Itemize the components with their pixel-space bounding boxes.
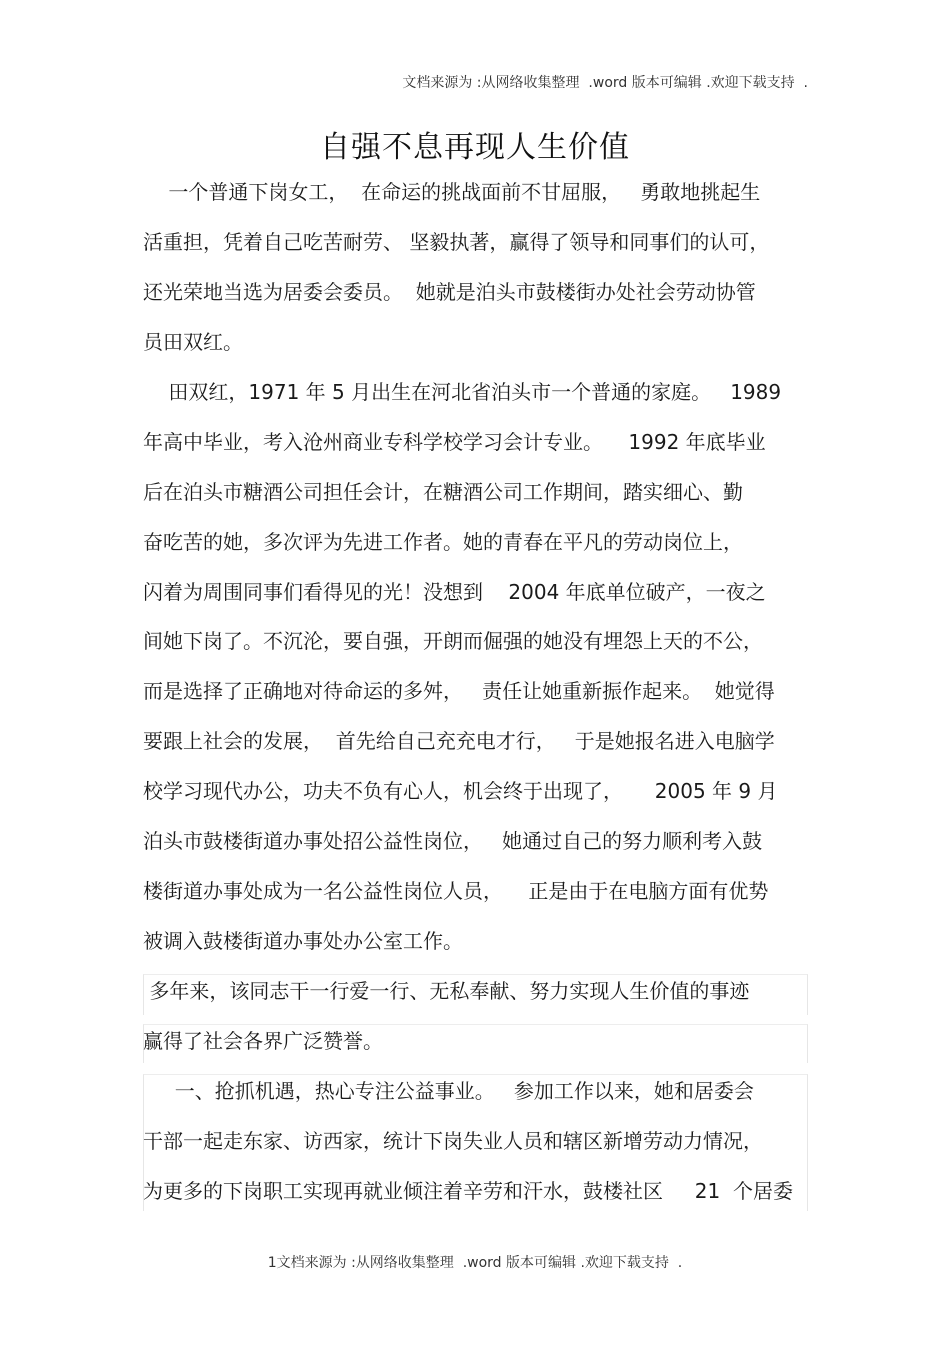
body-line: 泊头市鼓楼街道办事处招公益性岗位， 她通过自己的努力顺利考入鼓 bbox=[143, 829, 763, 853]
body-line: 为更多的下岗职工实现再就业倾注着辛劳和汗水，鼓楼社区 21 个居委 bbox=[143, 1179, 793, 1203]
body-line: 而是选择了正确地对待命运的多舛， 责任让她重新振作起来。 她觉得 bbox=[143, 679, 775, 703]
body-line: 间她下岗了。不沉沦，要自强，开朗而倔强的她没有埋怨上天的不公， bbox=[143, 629, 763, 653]
body-line: 要跟上社会的发展， 首先给自己充充电才行， 于是她报名进入电脑学 bbox=[143, 729, 775, 753]
body-line: 员田双红。 bbox=[143, 330, 243, 354]
body-line: 多年来，该同志干一行爱一行、无私奉献、努力实现人生价值的事迹 bbox=[143, 979, 750, 1003]
body-line: 田双红，1971 年 5 月出生在河北省泊头市一个普通的家庭。 1989 bbox=[143, 380, 782, 404]
body-line: 闪着为周围同事们看得见的光！没想到 2004 年底单位破产，一夜之 bbox=[143, 580, 766, 604]
page-header: 文档来源为 :从网络收集整理 .word 版本可编辑 .欢迎下载支持 . bbox=[402, 75, 808, 91]
body-line: 被调入鼓楼街道办事处办公室工作。 bbox=[143, 929, 463, 953]
body-line: 还光荣地当选为居委会委员。 她就是泊头市鼓楼街办处社会劳动协管 bbox=[143, 280, 756, 304]
body-line: 干部一起走东家、访西家，统计下岗失业人员和辖区新增劳动力情况， bbox=[143, 1129, 763, 1153]
body-line: 奋吃苦的她，多次评为先进工作者。她的青春在平凡的劳动岗位上， bbox=[143, 530, 743, 554]
page-footer: 1文档来源为 :从网络收集整理 .word 版本可编辑 .欢迎下载支持 . bbox=[267, 1255, 683, 1271]
body-line: 一个普通下岗女工， 在命运的挑战面前不甘屈服， 勇敢地挑起生 bbox=[143, 180, 761, 204]
body-line: 活重担，凭着自己吃苦耐劳、 坚毅执著，赢得了领导和同事们的认可， bbox=[143, 230, 770, 254]
body-line: 楼街道办事处成为一名公益性岗位人员， 正是由于在电脑方面有优势 bbox=[143, 879, 769, 903]
body-line: 年高中毕业，考入沧州商业专科学校学习会计专业。 1992 年底毕业 bbox=[143, 430, 766, 454]
body-line: 校学习现代办公，功夫不负有心人，机会终于出现了， 2005 年 9 月 bbox=[143, 779, 778, 803]
body-line: 赢得了社会各界广泛赞誉。 bbox=[143, 1029, 383, 1053]
body-line: 一、抢抓机遇，热心专注公益事业。 参加工作以来，她和居委会 bbox=[143, 1079, 754, 1103]
body-line: 后在泊头市糖酒公司担任会计，在糖酒公司工作期间，踏实细心、勤 bbox=[143, 480, 743, 504]
document-title: 自强不息再现人生价值 bbox=[320, 130, 630, 165]
